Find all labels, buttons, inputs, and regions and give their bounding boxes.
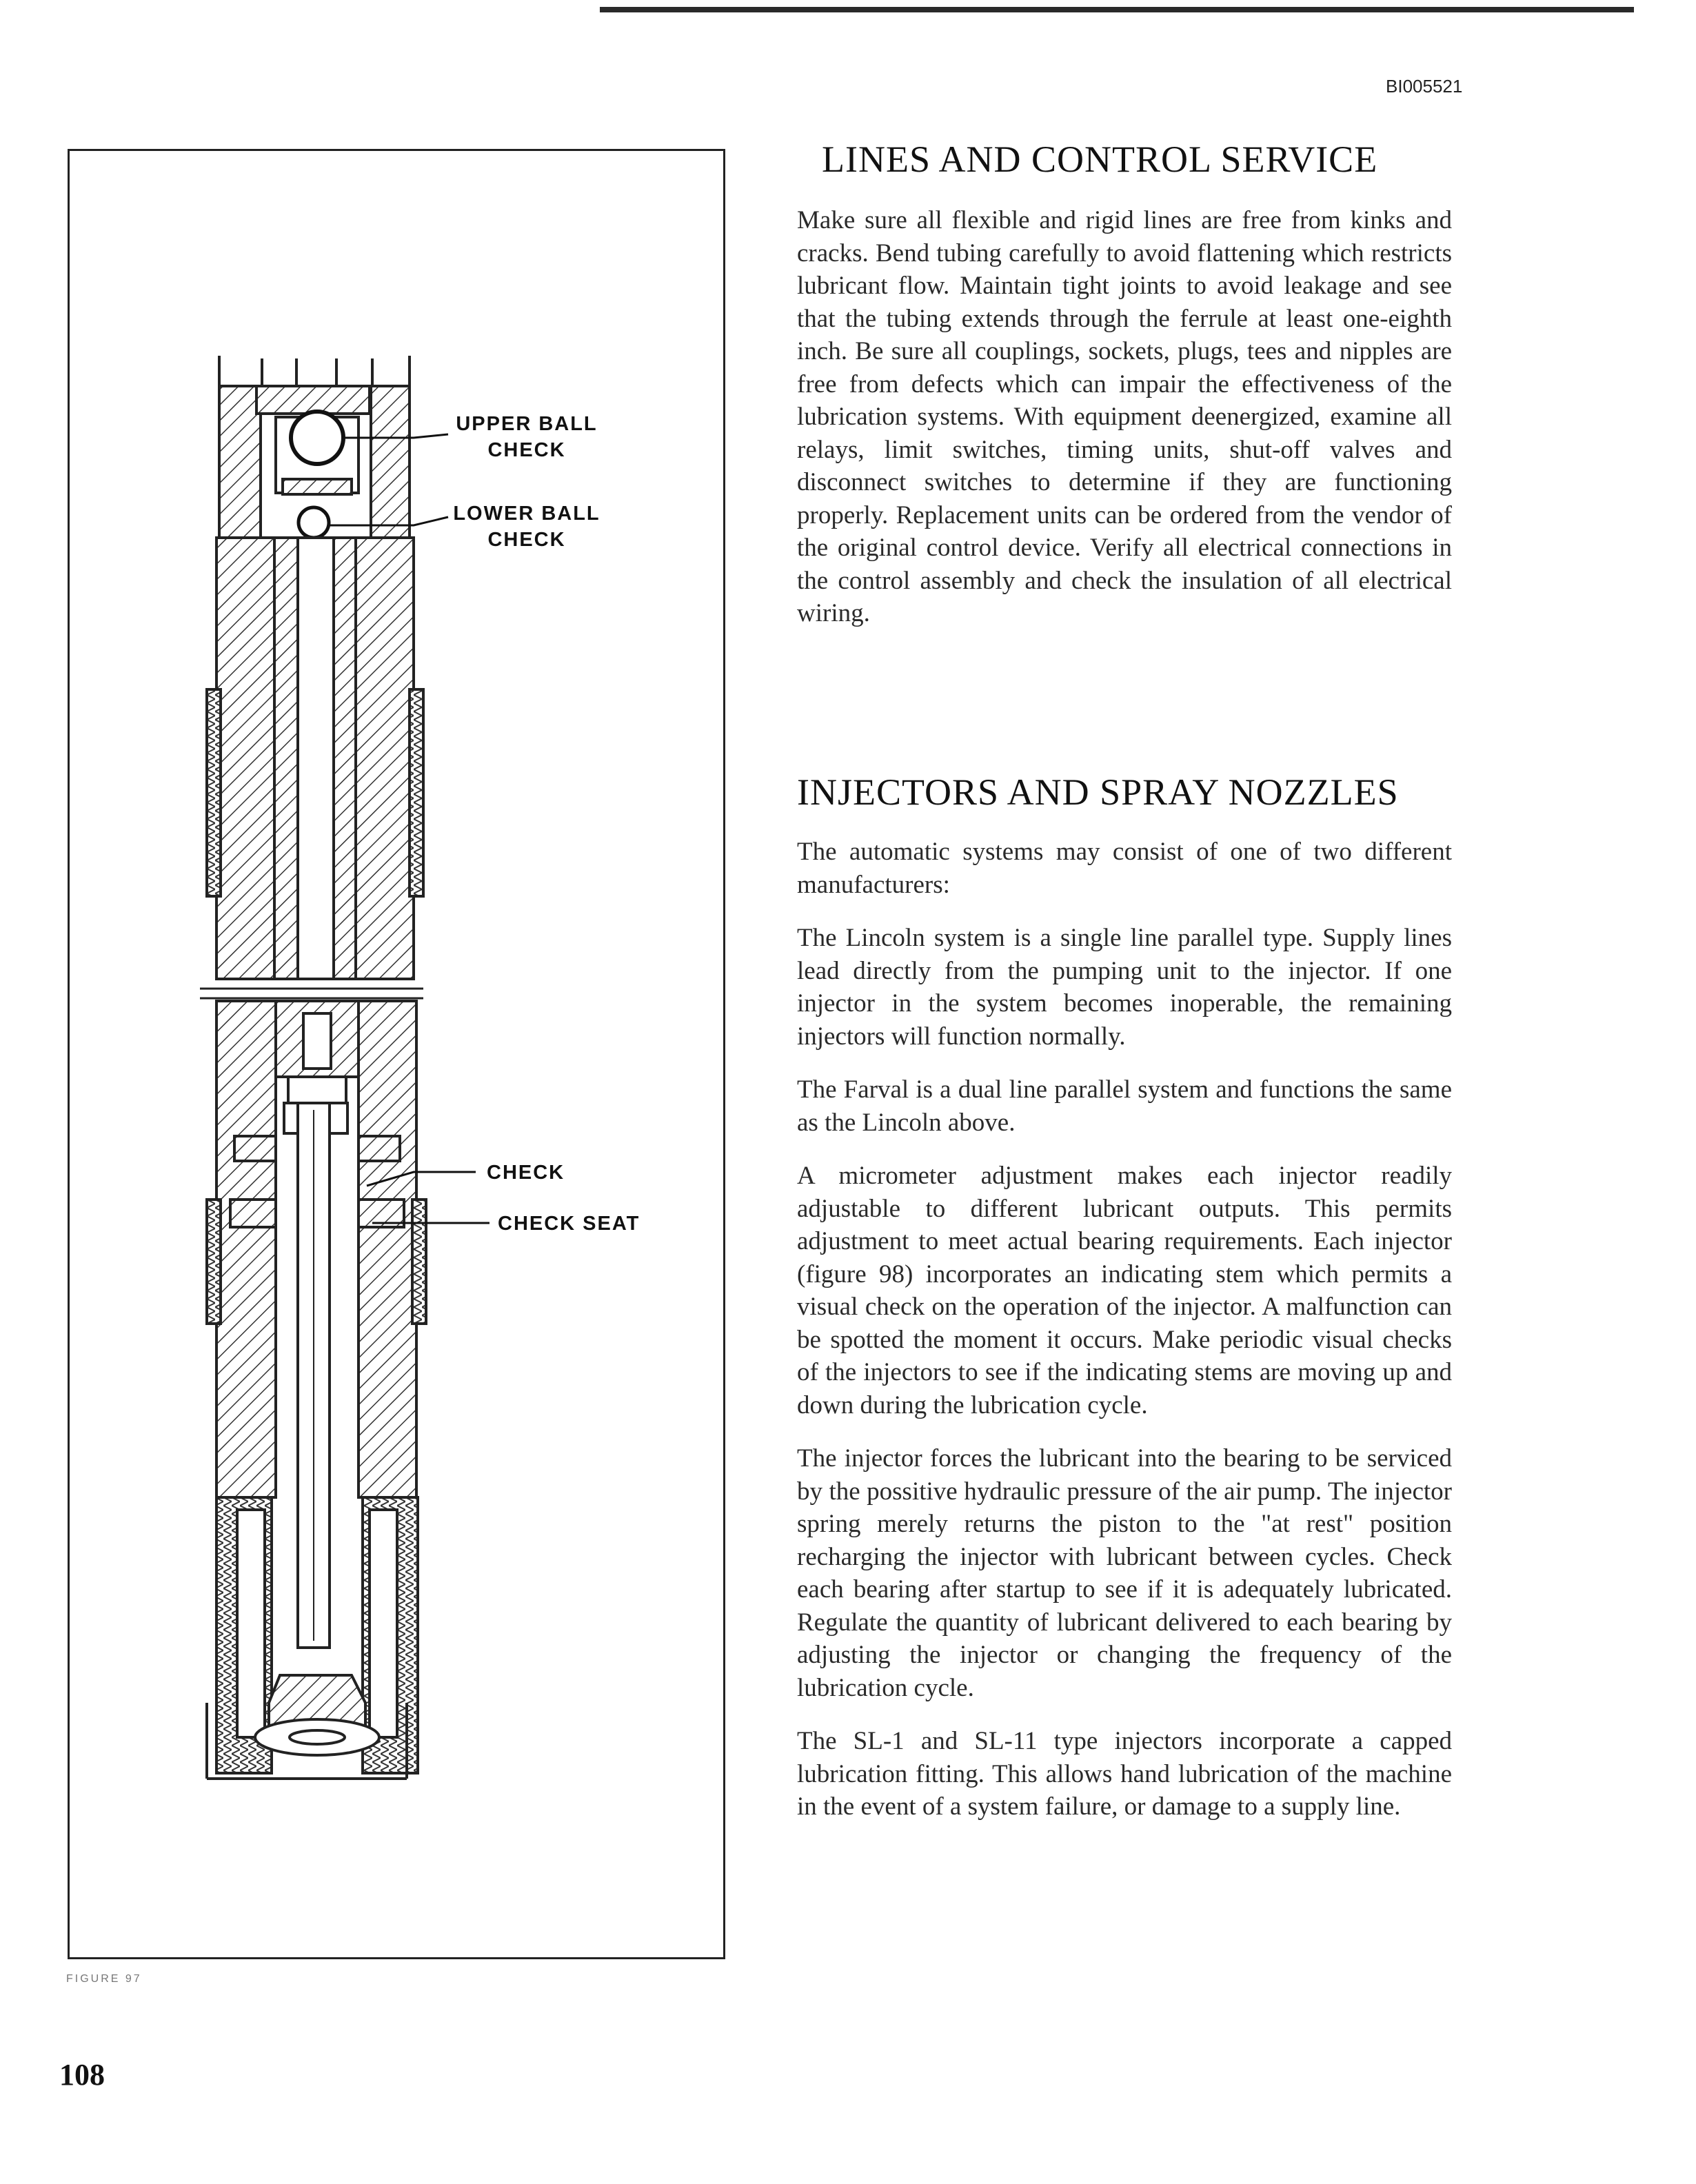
injectors-paragraph-1: The automatic systems may consist of one of two different manufacturers: xyxy=(797,838,1452,899)
ball-check-assembly xyxy=(276,412,359,538)
injectors-paragraph-3: The Farval is a dual line parallel system and functions the same as the Lincoln above. xyxy=(797,1075,1452,1137)
section-heading-injectors: INJECTORS AND SPRAY NOZZLES xyxy=(797,771,1399,813)
injectors-section-body xyxy=(797,836,1452,1823)
section-heading-lines: LINES AND CONTROL SERVICE xyxy=(822,139,1378,180)
page-number: 108 xyxy=(59,2058,105,2092)
lines-section-body xyxy=(797,204,1452,630)
injectors-paragraph-2: The Lincoln system is a single line parallel type. Supply lines lead directly from the pumping unit to the injector. If one injector in the system becomes inoperable, the remaining injectors will function normally. xyxy=(797,924,1452,1051)
lines-paragraph-1: Make sure all flexible and rigid lines are free from kinks and cracks. Bend tubing carefully to avoid flattening which restricts lubricant flow. Maintain tight joints to avoid leakage and see that the tubing extends through the ferrule at least one-eighth inch. Be sure all couplings, sockets, plugs, tees and nipples are free from defects which can impair the effectiveness of the lubrication systems. With equipment deenergized, examine all relays, limit switches, timing units, shut-off valves and disconnect switches to determine if they are functioning properly. Replacement units can be ordered from the vendor of the original control device. Verify all electrical connections in the control assembly and check the insulation of all electrical wiring. xyxy=(797,206,1452,627)
lower-ball-check-label: LOWER BALL CHECK xyxy=(453,503,600,551)
injectors-paragraph-5: The injector forces the lubricant into the bearing to be serviced by the possitive hydraulic pressure of the air pump. The injector spring merely returns the piston to the "at rest" position recharging the injector with lubricant between cycles. Check each bearing after startup to see if it is adequately lubricated. Regulate the quantity of lubricant delivered to each bearing by adjusting the injector or changing the frequency of the lubrication cycle. xyxy=(797,1444,1452,1702)
document-id: BI005521 xyxy=(1386,76,1463,97)
top-rule xyxy=(600,7,1634,12)
upper-ball-check-icon xyxy=(291,412,343,464)
injector-cross-section-diagram xyxy=(0,0,731,1965)
injector-body xyxy=(200,538,423,998)
figure-caption: FIGURE 97 xyxy=(66,1973,142,1985)
piston-stem xyxy=(284,1103,347,1648)
upper-ball-check-label: UPPER BALL CHECK xyxy=(456,413,598,461)
lower-ball-check-icon xyxy=(299,507,329,538)
check-seat-label: CHECK SEAT xyxy=(498,1213,640,1235)
injectors-paragraph-4: A micrometer adjustment makes each injector readily adjustable to different lubricant outputs. This permits adjustment to meet actual bearing requirements. Each injector (figure 98) incorporates an indicating stem which permits a visual check on the operation of the injector. A malfunction can be spotted the moment it occurs. Make periodic visual checks of the injectors to see if the indicating stems are moving up and down during the lubrication cycle. xyxy=(797,1162,1452,1419)
injectors-paragraph-6: The SL-1 and SL-11 type injectors incorporate a capped lubrication fitting. This allows hand lubrication of the machine in the event of a system failure, or damage to a supply line. xyxy=(797,1727,1452,1821)
check-label: CHECK xyxy=(487,1162,565,1184)
